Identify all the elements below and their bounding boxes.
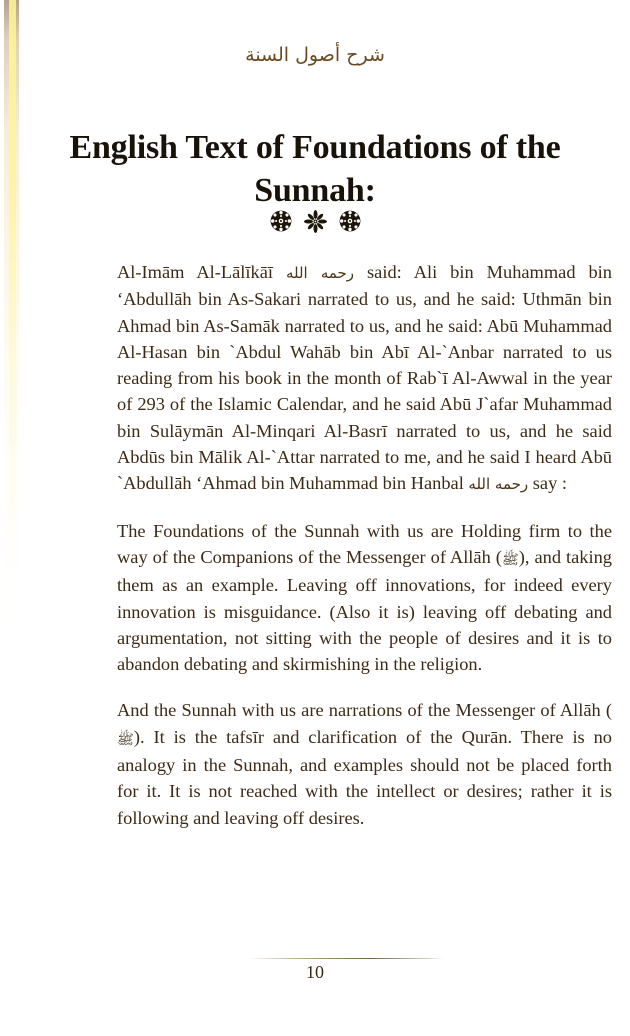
page-number: 10 — [306, 962, 324, 982]
salla-glyph-icon: ﷺ — [117, 731, 134, 748]
ornament-divider — [0, 208, 630, 234]
paragraph-foundations: The Foundations of the Sunnah with us are Holding firm to the way of the Companions of the Messenger of Allāh (ﷺ), and taking them as an example. Leaving off innovations, for indeed every innovation is misguidance. (Also it is) leaving off debating and argumentation, not sitting with the people of desires and it is to abandon debating and skirmishing in the religion. — [117, 520, 612, 675]
page-title: English Text of Foundations of the Sunnah: — [69, 128, 561, 209]
rosette-filled-left-icon — [268, 208, 294, 234]
paragraph-isnad: Al-Imām Al-Lālīkāī رحمه الله said: Ali bin Muhammad bin ‘Abdullāh bin As-Sakari narrated to us, and he said: Uthmān bin Ahmad bin As-Samāk narrated to us, and he said: Abū Muhammad Al-Hasan bin `Abdul Wahāb bin Abī Al-`Anbar narrated to us reading from his book in the month of Rab`ī Al-Awwal in the year of 293 of the Islamic Calendar, and he said Abū J`afar Muhammad bin Sulāymān Al-Minqari Al-Basrī narrated to us, and he said Abdūs bin Mālik Al-`Attar narrated to me, and he said I heard Abū `Abdullāh ‘Ahmad bin Muhammad bin Hanbal رحمه الله say : — [117, 262, 612, 494]
flower-open-center-icon — [303, 209, 328, 234]
arabic-honorific: رحمه الله — [285, 264, 355, 282]
scan-edge-artifact — [4, 0, 19, 640]
rosette-filled-right-icon — [337, 208, 363, 234]
body-text-column — [117, 259, 612, 831]
scan-edge-highlight — [9, 0, 16, 560]
arabic-honorific: رحمه الله — [468, 475, 529, 494]
paragraph-sunnah-definition: And the Sunnah with us are narrations of the Messenger of Allāh (ﷺ). It is the tafsīr and clarification of the Qurān. There is no analogy in the Sunnah, and examples should not be placed forth for it. It is not reached with the intellect or desires; rather it is following and leaving off desires. — [117, 700, 612, 828]
running-header-arabic: شرح أصول السنة — [245, 44, 385, 66]
salla-glyph-icon: ﷺ — [501, 551, 519, 568]
footer-rule — [248, 958, 444, 959]
